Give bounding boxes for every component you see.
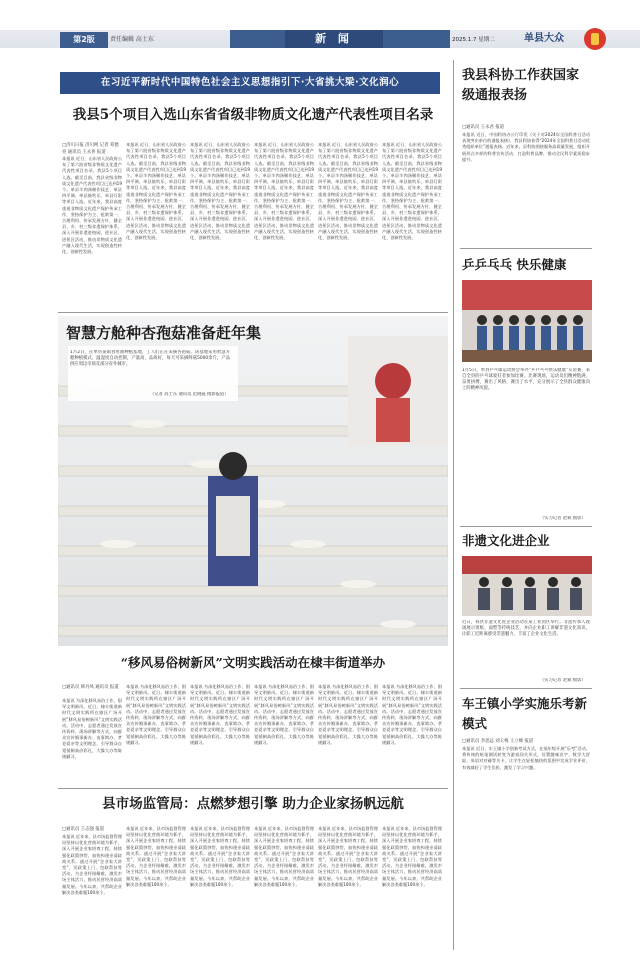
article-custom-col2: 本报讯 为深化移风易俗工作，倡导文明新风，近日，棣丰街道新时代文明实践所在辖区广场开展“移风易俗树新风”文明实践活动。活动中，志愿者通过发放宣传资料、现场讲解等方式，向群众宣传婚事新办、丧事简办、孝老爱亲等文明理念，引导群众自觉抵制高价彩礼、大操大办等陈规陋习。 [126, 684, 186, 745]
article-custom-col3: 本报讯 为深化移风易俗工作，倡导文明新风，近日，棣丰街道新时代文明实践所在辖区广场开展“移风易俗树新风”文明实践活动。活动中，志愿者通过发放宣传资料、现场讲解等方式，向群众宣传婚事新办、丧事简办、孝老爱亲等文明理念，引导群众自觉抵制高价彩礼、大操大办等陈规陋习。 [190, 684, 250, 745]
article-market-col3: 本报讯 近年来，县市场监督管理局坚持以优化营商环境为抓手，深入开展企业家培育工程，持续强化政策供给，加快构建亲清政商关系。通过开展“企业家大讲堂”、送政策上门、包联帮扶等活动，为企业纾困解难，激发市场主体活力，推动民营经济高质量发展。今年以来，共帮助企业解决各类难题100余个。 [190, 826, 250, 887]
paper-name: 单县大众 [524, 33, 564, 44]
slogan-banner: 在习近平新时代中国特色社会主义思想指引下·大省挑大梁·文化润心 [60, 72, 440, 94]
article-intangible-col3: 本报讯 近日，山东省人民政府公布了第六批省级非物质文化遗产代表性项目名录，我县5个项目入选。截至目前，我县省级非物质文化遗产代表性项目已达到19个。单县羊肉汤制作技艺、单县四平调、单县鼓吹乐、单县灯彩等项目入选。近年来，我县高度重视非物质文化遗产保护传承工作，坚持保护为主、抢救第一、合理利用、传承发展方针，健全县、乡、村三级非遗保护体系，深入开展非遗进校园、进社区、进景区活动，推动非物质文化遗产融入现代生活，实现创造性转化、创新性发展。 [190, 142, 250, 241]
mushroom-caption: 1月2日，在单县某镇食用菌种植基地，工人们正在采摘杏孢菇。该基地采用智慧方舱种植模式，温湿度自动控制，产量高、品质好，每天可采摘鲜菇5000余斤，产品供应周边市场及部分省外城市。 [70, 350, 230, 367]
mushroom-credit: （记者 高士东 通讯员 范晓霞 摄影报道） [150, 392, 229, 397]
divider [460, 688, 592, 689]
divider [460, 248, 592, 249]
article-intangible-col1: 本报讯 近日，山东省人民政府公布了第六批省级非物质文化遗产代表性项目名录，我县5个项目入选。截至目前，我县省级非物质文化遗产代表性项目已达到19个。单县羊肉汤制作技艺、单县四平调、单县鼓吹乐、单县灯彩等项目入选。近年来，我县高度重视非物质文化遗产保护传承工作，坚持保护为主、抢救第一、合理利用、传承发展方针，健全县、乡、村三级非遗保护体系，深入开展非遗进校园、进社区、进景区活动，推动非物质文化遗产融入现代生活，实现创造性转化、创新性发展。 [62, 156, 122, 255]
heritage-photo [462, 556, 592, 616]
music-title: 车王镇小学实施乐考新模式 [462, 696, 588, 731]
article-market-col4: 本报讯 近年来，县市场监督管理局坚持以优化营商环境为抓手，深入开展企业家培育工程，持续强化政策供给，加快构建亲清政商关系。通过开展“企业家大讲堂”、送政策上门、包联帮扶等活动，为企业纾困解难，激发市场主体活力，推动民营经济高质量发展。今年以来，共帮助企业解决各类难题100余个。 [254, 826, 314, 887]
article-intangible-col6: 本报讯 近日，山东省人民政府公布了第六批省级非物质文化遗产代表性项目名录，我县5个项目入选。截至目前，我县省级非物质文化遗产代表性项目已达到19个。单县羊肉汤制作技艺、单县四平调、单县鼓吹乐、单县灯彩等项目入选。近年来，我县高度重视非物质文化遗产保护传承工作，坚持保护为主、抢救第一、合理利用、传承发展方针，健全县、乡、村三级非遗保护体系，深入开展非遗进校园、进社区、进景区活动，推动非物质文化遗产融入现代生活，实现创造性转化、创新性发展。 [382, 142, 442, 241]
award-title: 我县科协工作获国家级通报表扬 [462, 68, 580, 103]
divider [58, 788, 448, 789]
pingpong-credit: （实习记者 赵斌 摄影） [540, 516, 586, 521]
article-custom-byline: □通讯员 韩丹凤 通讯员 报道 [62, 685, 119, 690]
article-custom-col5: 本报讯 为深化移风易俗工作，倡导文明新风，近日，棣丰街道新时代文明实践所在辖区广场开展“移风易俗树新风”文明实践活动。活动中，志愿者通过发放宣传资料、现场讲解等方式，向群众宣传婚事新办、丧事简办、孝老爱亲等文明理念，引导群众自觉抵制高价彩礼、大操大办等陈规陋习。 [318, 684, 378, 745]
page-number: 第2版 [60, 32, 108, 48]
award-byline: □通讯员 王永君 报道 [462, 125, 505, 130]
article-intangible-byline: □济川日报 济川网 记者 邓德亮 通讯员 王永喜 报道 [62, 143, 119, 155]
music-body: 本报讯 近日，车王镇小学创新考试方式，在低年级开展“乐考”活动，将传统的纸笔测试转变为游戏闯关形式，设置趣味识字、数学大冒险、英语对对碰等关卡，让学生在轻松愉快的氛围中完成学业评价，有效减轻了学生负担，激发了学习兴趣。 [462, 746, 590, 770]
paper-logo-mark-icon [591, 33, 599, 45]
editor-credit: 责任编辑 高士东 [110, 36, 154, 43]
article-market-col2: 本报讯 近年来，县市场监督管理局坚持以优化营商环境为抓手，深入开展企业家培育工程，持续强化政策供给，加快构建亲清政商关系。通过开展“企业家大讲堂”、送政策上门、包联帮扶等活动，为企业纾困解难，激发市场主体活力，推动民营经济高质量发展。今年以来，共帮助企业解决各类难题100余个。 [126, 826, 186, 887]
article-intangible-col5: 本报讯 近日，山东省人民政府公布了第六批省级非物质文化遗产代表性项目名录，我县5个项目入选。截至目前，我县省级非物质文化遗产代表性项目已达到19个。单县羊肉汤制作技艺、单县四平调、单县鼓吹乐、单县灯彩等项目入选。近年来，我县高度重视非物质文化遗产保护传承工作，坚持保护为主、抢救第一、合理利用、传承发展方针，健全县、乡、村三级非遗保护体系，深入开展非遗进校园、进社区、进景区活动，推动非物质文化遗产融入现代生活，实现创造性转化、创新性发展。 [318, 142, 378, 241]
music-byline: □通讯员 李思远 刘玉梅 王立峰 报道 [462, 739, 534, 744]
article-market-col1: 本报讯 近年来，县市场监督管理局坚持以优化营商环境为抓手，深入开展企业家培育工程，持续强化政策供给，加快构建亲清政商关系。通过开展“企业家大讲堂”、送政策上门、包联帮扶等活动，为企业纾困解难，激发市场主体活力，推动民营经济高质量发展。今年以来，共帮助企业解决各类难题100余个。 [62, 834, 122, 895]
article-custom-col6: 本报讯 为深化移风易俗工作，倡导文明新风，近日，棣丰街道新时代文明实践所在辖区广场开展“移风易俗树新风”文明实践活动。活动中，志愿者通过发放宣传资料、现场讲解等方式，向群众宣传婚事新办、丧事简办、孝老爱亲等文明理念，引导群众自觉抵制高价彩礼、大操大办等陈规陋习。 [382, 684, 442, 745]
mushroom-title: 智慧方舱种杏孢菇准备赶年集 [66, 324, 262, 342]
article-intangible-col2: 本报讯 近日，山东省人民政府公布了第六批省级非物质文化遗产代表性项目名录，我县5个项目入选。截至目前，我县省级非物质文化遗产代表性项目已达到19个。单县羊肉汤制作技艺、单县四平调、单县鼓吹乐、单县灯彩等项目入选。近年来，我县高度重视非物质文化遗产保护传承工作，坚持保护为主、抢救第一、合理利用、传承发展方针，健全县、乡、村三级非遗保护体系，深入开展非遗进校园、进社区、进景区活动，推动非物质文化遗产融入现代生活，实现创造性转化、创新性发展。 [126, 142, 186, 241]
issue-date: 2025.1.7 星期二 [452, 37, 495, 43]
pingpong-title: 乒乒乓乓 快乐健康 [462, 257, 567, 272]
heritage-credit: （实习记者 赵斌 摄影） [540, 678, 586, 683]
section-title: 新 闻 [315, 32, 353, 45]
article-custom-col4: 本报讯 为深化移风易俗工作，倡导文明新风，近日，棣丰街道新时代文明实践所在辖区广场开展“移风易俗树新风”文明实践活动。活动中，志愿者通过发放宣传资料、现场讲解等方式，向群众宣传婚事新办、丧事简办、孝老爱亲等文明理念，引导群众自觉抵制高价彩礼、大操大办等陈规陋习。 [254, 684, 314, 745]
pingpong-photo [462, 280, 592, 362]
divider [58, 312, 448, 313]
article-market-byline: □通讯员 王志强 报道 [62, 827, 105, 832]
article-custom-title: “移风易俗树新风”文明实践活动在棣丰街道举办 [120, 655, 386, 670]
heritage-title: 非遗文化进企业 [462, 533, 550, 548]
column-divider [453, 60, 454, 950]
divider [460, 526, 592, 527]
article-custom-col1: 本报讯 为深化移风易俗工作，倡导文明新风，近日，棣丰街道新时代文明实践所在辖区广场开展“移风易俗树新风”文明实践活动。活动中，志愿者通过发放宣传资料、现场讲解等方式，向群众宣传婚事新办、丧事简办、孝老爱亲等文明理念，引导群众自觉抵制高价彩礼、大操大办等陈规陋习。 [62, 698, 122, 759]
article-intangible-title: 我县5个项目入选山东省省级非物质文化遗产代表性项目名录 [72, 107, 434, 123]
article-intangible-col4: 本报讯 近日，山东省人民政府公布了第六批省级非物质文化遗产代表性项目名录，我县5个项目入选。截至目前，我县省级非物质文化遗产代表性项目已达到19个。单县羊肉汤制作技艺、单县四平调、单县鼓吹乐、单县灯彩等项目入选。近年来，我县高度重视非物质文化遗产保护传承工作，坚持保护为主、抢救第一、合理利用、传承发展方针，健全县、乡、村三级非遗保护体系，深入开展非遗进校园、进社区、进景区活动，推动非物质文化遗产融入现代生活，实现创造性转化、创新性发展。 [254, 142, 314, 241]
pingpong-caption: 1月5日，单县乒乓球运动协会举办“乒乒乓乓快乐健康”友谊赛，来自全县的乒乓球爱好者参加比赛。比赛现场，运动员们精神饱满、奋勇拼搏，赛出了风格、赛出了水平，充分展示了全县群众健康向上的精神风貌。 [462, 368, 590, 391]
article-market-col6: 本报讯 近年来，县市场监督管理局坚持以优化营商环境为抓手，深入开展企业家培育工程，持续强化政策供给，加快构建亲清政商关系。通过开展“企业家大讲堂”、送政策上门、包联帮扶等活动，为企业纾困解难，激发市场主体活力，推动民营经济高质量发展。今年以来，共帮助企业解决各类难题100余个。 [382, 826, 442, 887]
article-market-title: 县市场监管局：点燃梦想引擎 助力企业家扬帆远航 [102, 796, 404, 812]
heritage-caption: 近日，我县非遗文化进企业活动在某工业园区举行。非遗传承人现场展示剪纸、面塑等传统技艺，并向企业职工讲解非遗文化知识，让职工近距离感受非遗魅力，丰富了企业文化生活。 [462, 620, 590, 637]
award-body: 本报讯 近日，中国科协办公厅印发《关于对2024年全国科普日活动表现突出单位的通报表扬》，我县科协获得“2024年全国科普日活动优秀组织单位”通报表扬。近年来，县科协围绕服务高质量发展，组织开展形式多样的科普宣传活动，打造科普品牌，推动全民科学素质稳步提升。 [462, 132, 590, 162]
article-market-col5: 本报讯 近年来，县市场监督管理局坚持以优化营商环境为抓手，深入开展企业家培育工程，持续强化政策供给，加快构建亲清政商关系。通过开展“企业家大讲堂”、送政策上门、包联帮扶等活动，为企业纾困解难，激发市场主体活力，推动民营经济高质量发展。今年以来，共帮助企业解决各类难题100余个。 [318, 826, 378, 887]
